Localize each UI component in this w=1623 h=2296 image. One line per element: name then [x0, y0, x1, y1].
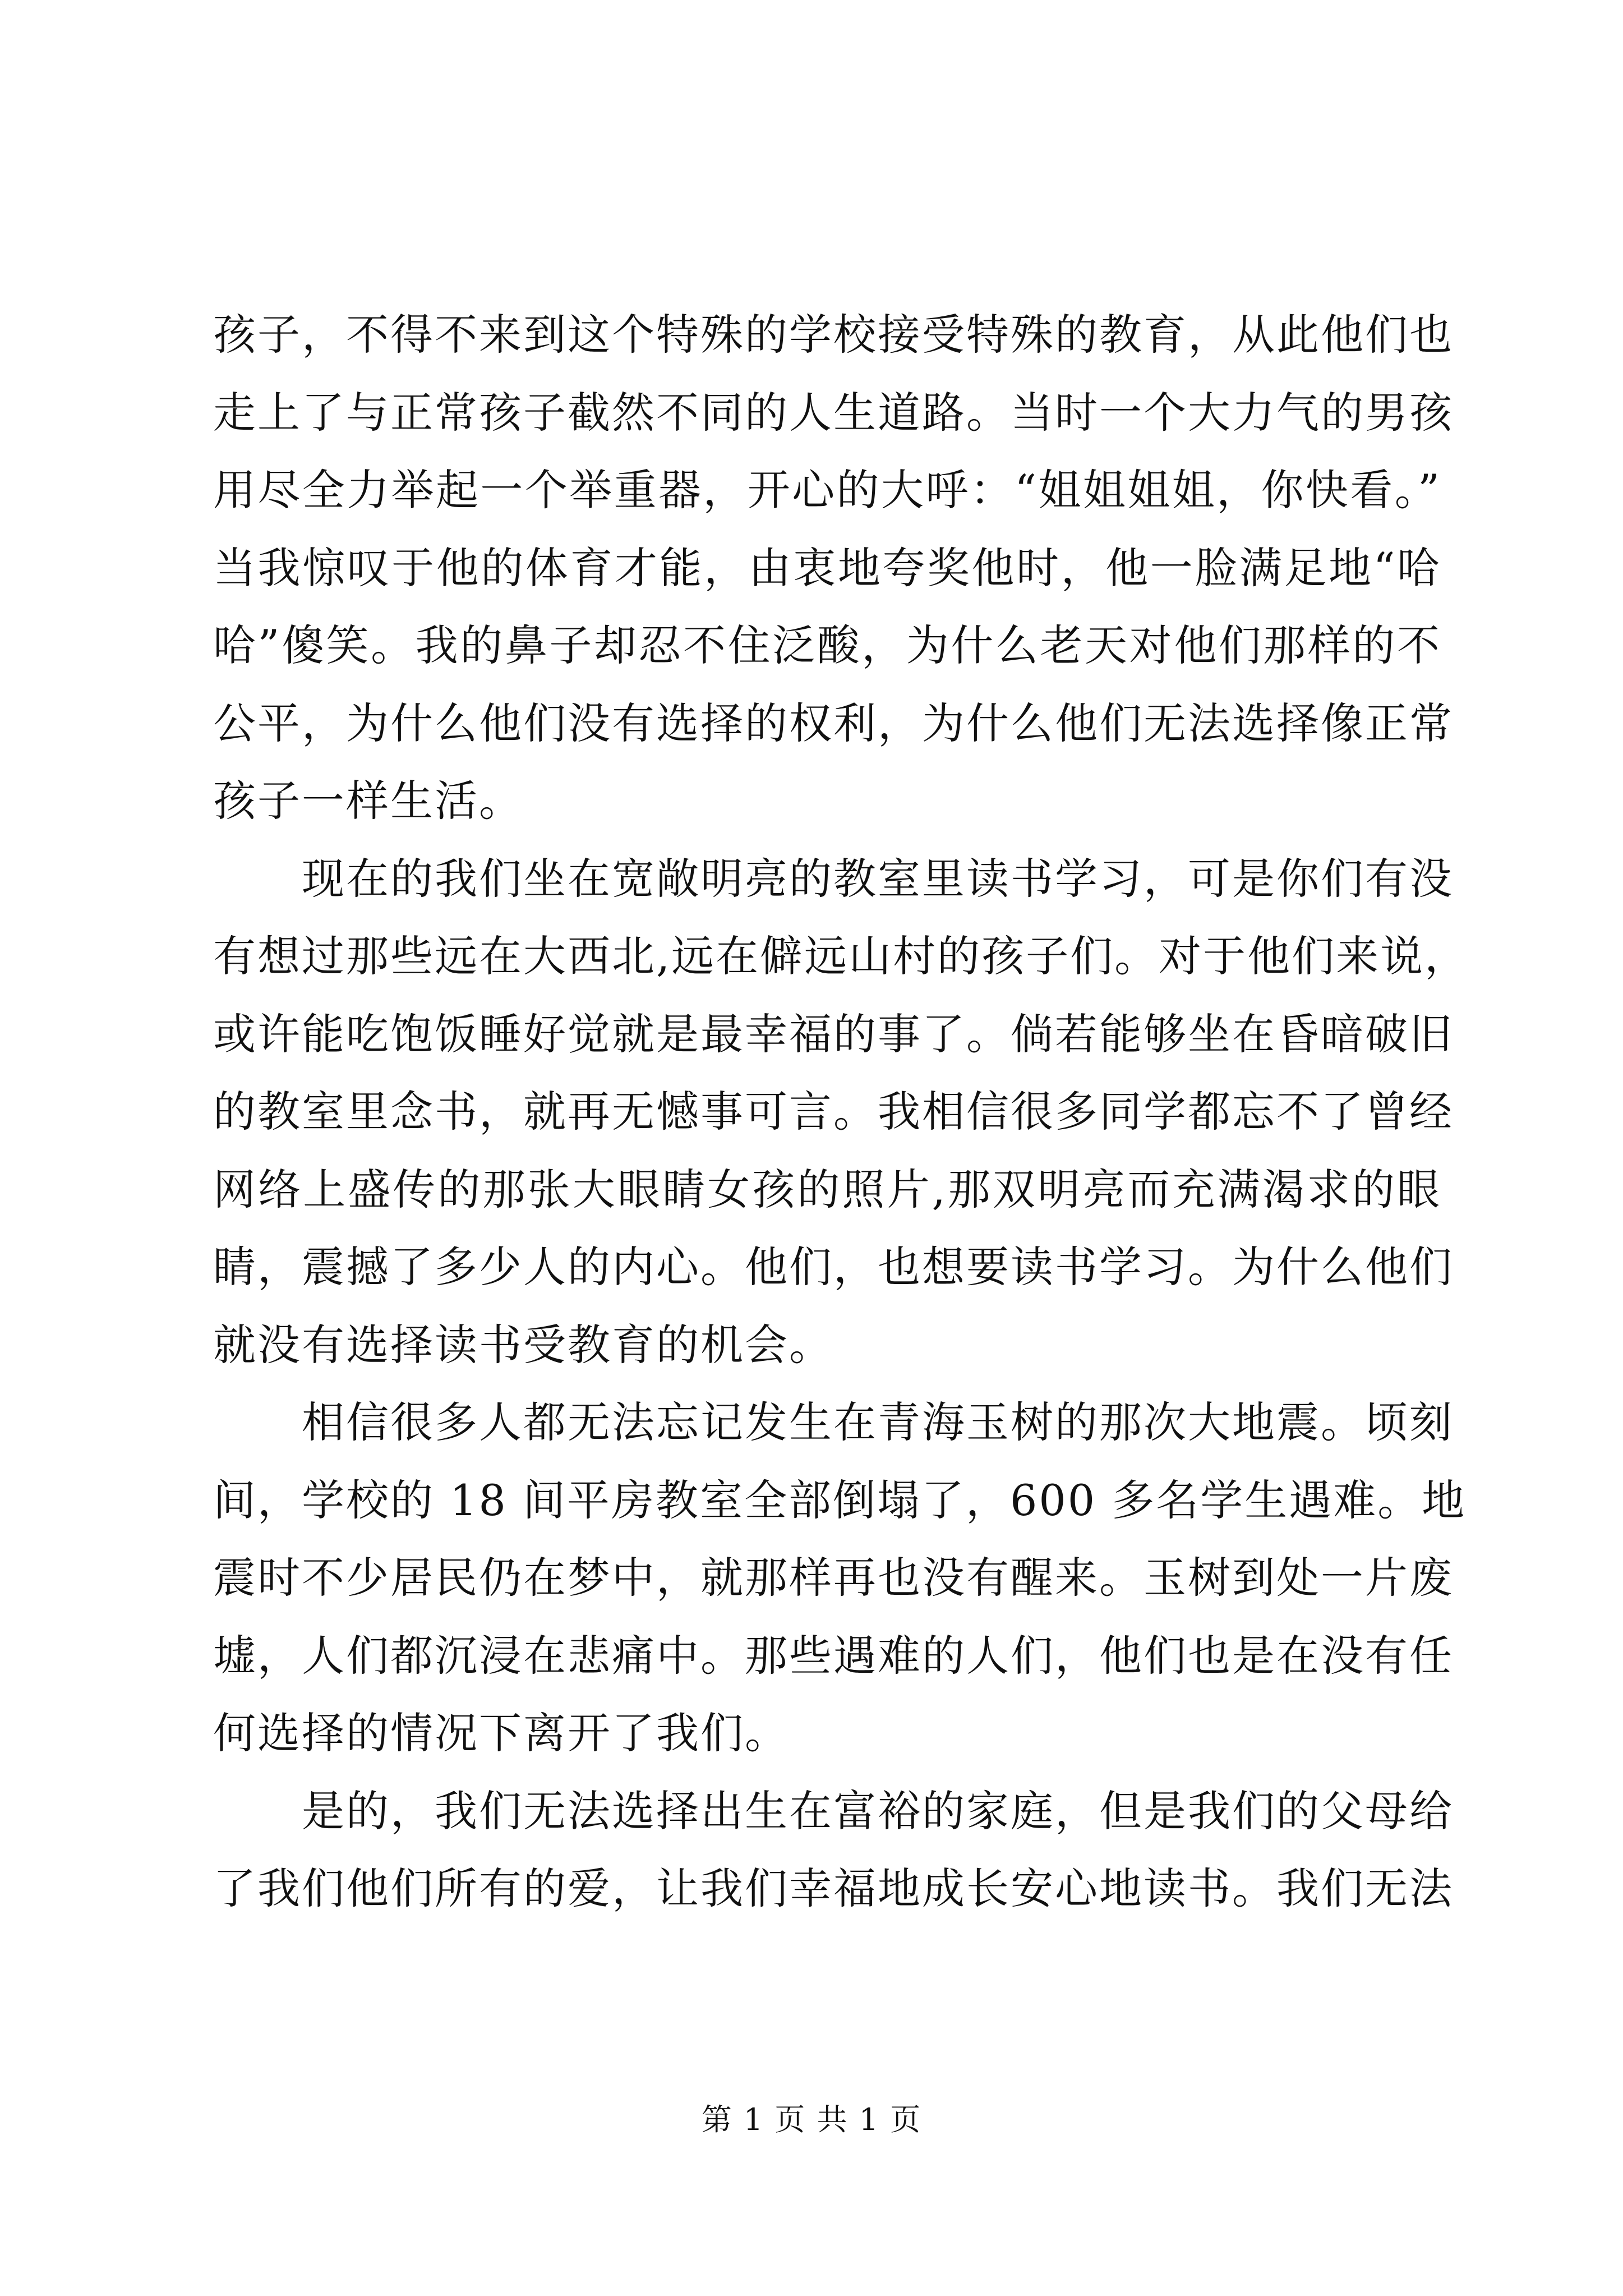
page-footer: 第 1 页 共 1 页: [701, 2102, 922, 2137]
text-line: 何选择的情况下离开了我们。: [213, 1708, 789, 1758]
text-line: 孩子一样生活。: [213, 776, 523, 826]
text-line: 哈”傻笑。我的鼻子却忍不住泛酸，为什么老天对他们那样的不: [213, 620, 1441, 670]
text-line: 了我们他们所有的爱，让我们幸福地成长安心地读书。我们无法: [213, 1864, 1454, 1913]
text-line: 是的，我们无法选择出生在富裕的家庭，但是我们的父母给: [302, 1786, 1454, 1836]
text-line: 当我惊叹于他的体育才能，由衷地夸奖他时，他一脸满足地“哈: [213, 542, 1441, 593]
text-line: 网络上盛传的那张大眼睛女孩的照片,那双明亮而充满渴求的眼: [213, 1164, 1441, 1214]
text-line: 的教室里念书，就再无憾事可言。我相信很多同学都忘不了曾经: [213, 1087, 1454, 1137]
text-line: 相信很多人都无法忘记发生在青海玉树的那次大地震。顷刻: [302, 1397, 1454, 1447]
text-line: 震时不少居民仍在梦中，就那样再也没有醒来。玉树到处一片废: [213, 1553, 1454, 1603]
text-line: 就没有选择读书受教育的机会。: [213, 1319, 833, 1370]
text-line: 孩子，不得不来到这个特殊的学校接受特殊的教育，从此他们也: [213, 310, 1454, 360]
text-line: 睛，震撼了多少人的内心。他们，也想要读书学习。为什么他们: [213, 1242, 1454, 1292]
text-line: 公平，为什么他们没有选择的权利，为什么他们无法选择像正常: [213, 698, 1454, 748]
document-body: [213, 296, 1469, 1928]
text-line: 走上了与正常孩子截然不同的人生道路。当时一个大力气的男孩: [213, 387, 1454, 438]
text-line: 用尽全力举起一个举重器，开心的大呼：“姐姐姐姐，你快看。”: [213, 465, 1441, 515]
text-line: 有想过那些远在大西北,远在僻远山村的孩子们。对于他们来说，: [213, 931, 1469, 981]
text-line: 或许能吃饱饭睡好觉就是最幸福的事了。倘若能够坐在昏暗破旧: [213, 1009, 1454, 1059]
text-line: 墟，人们都沉浸在悲痛中。那些遇难的人们，他们也是在没有任: [213, 1630, 1454, 1681]
text-line: 现在的我们坐在宽敞明亮的教室里读书学习，可是你们有没: [302, 853, 1454, 904]
text-line: 间，学校的 18 间平房教室全部倒塌了，600 多名学生遇难。地: [213, 1475, 1467, 1525]
